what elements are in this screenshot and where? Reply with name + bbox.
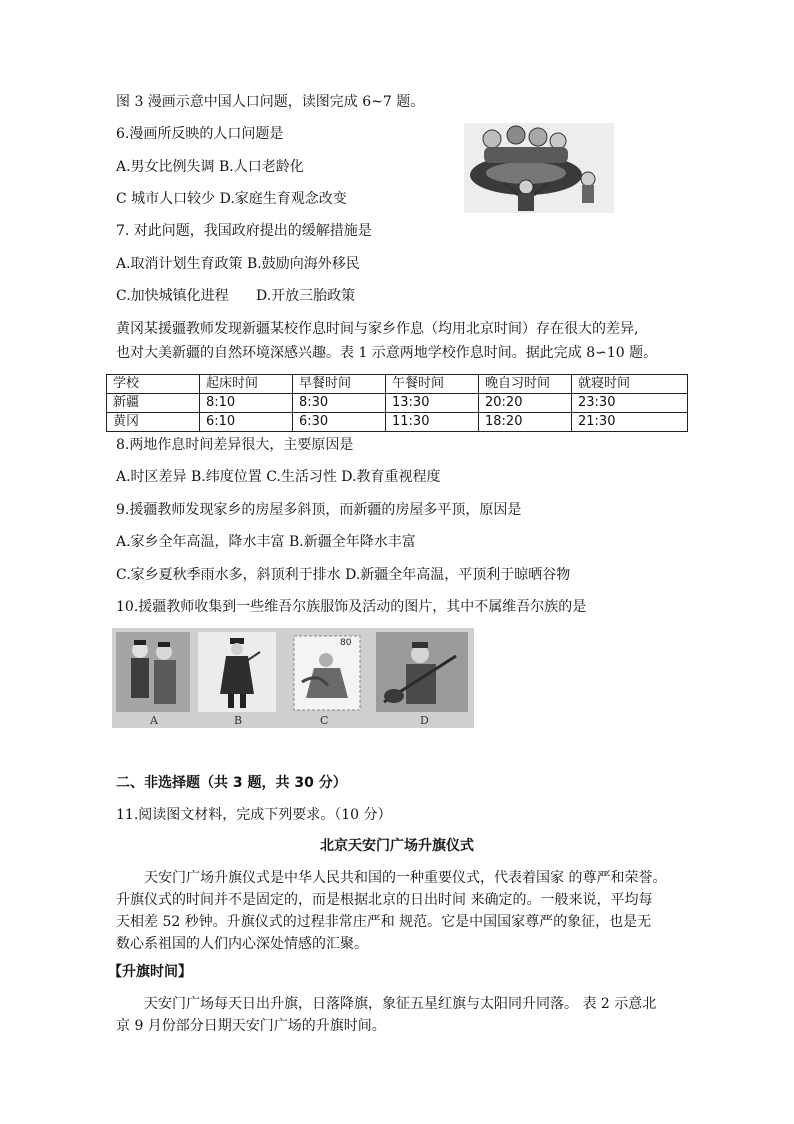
table-cell: 新疆: [107, 394, 200, 413]
q9-options-cd: C.家乡夏秋季雨水多，斜顶利于排水 D.新疆全年高温，平顶利于晾晒谷物: [116, 567, 571, 583]
photo-label-b: B: [234, 714, 243, 727]
photo-b: [198, 632, 276, 712]
table-header-row: [107, 375, 688, 394]
table-cell: 6:30: [293, 413, 386, 432]
photo-label-d: D: [420, 714, 429, 727]
article-para1-line4: 数心系祖国的人们内心深处情感的汇聚。: [116, 936, 368, 952]
table-cell: 21:30: [572, 413, 688, 432]
table-header-cell: 晚自习时间: [479, 375, 572, 394]
section-two-heading: 二、非选择题（共 3 题，共 30 分）: [116, 775, 347, 791]
table-header-cell: 午餐时间: [386, 375, 479, 394]
table-cell: 6:10: [200, 413, 293, 432]
table-cell: 8:10: [200, 394, 293, 413]
passage-line-1: 黄冈某援疆教师发现新疆某校作息时间与家乡作息（均用北京时间）存在很大的差异,: [116, 321, 639, 337]
table-header-cell: 早餐时间: [293, 375, 386, 394]
article-para2-line1: 天安门广场每天日出升旗，日落降旗，象征五星红旗与太阳同升同落。 表 2 示意北: [144, 996, 657, 1012]
table-header-cell: 起床时间: [200, 375, 293, 394]
q7-option-d: D.开放三胎政策: [256, 288, 356, 304]
q7-options-ab: A.取消计划生育政策 B.鼓励向海外移民: [116, 256, 360, 272]
photo-a: [116, 632, 190, 712]
q8-options: A.时区差异 B.纬度位置 C.生活习性 D.教育重视程度: [116, 469, 441, 485]
table-header-cell: 就寝时间: [572, 375, 688, 394]
q9-stem: 9.援疆教师发现家乡的房屋多斜顶，而新疆的房屋多平顶，原因是: [116, 502, 522, 518]
schedule-table: [106, 374, 688, 432]
stamp-value-text: 80: [340, 638, 352, 648]
article-para1-line2: 升旗仪式的时间并不是固定的，而是根据北京的日出时间 来确定的。一般来说，平均每: [116, 892, 653, 908]
table-cell: 18:20: [479, 413, 572, 432]
table-cell: 11:30: [386, 413, 479, 432]
q11-stem: 11.阅读图文材料，完成下列要求。（10 分）: [116, 807, 392, 823]
q8-stem: 8.两地作息时间差异很大，主要原因是: [116, 437, 354, 453]
q6-stem: 6.漫画所反映的人口问题是: [116, 126, 284, 142]
table-cell: 20:20: [479, 394, 572, 413]
population-comic-image: [464, 123, 614, 213]
q6-options-ab: A.男女比例失调 B.人口老龄化: [116, 159, 304, 175]
table-row: [107, 413, 688, 432]
comic-illustration: [464, 123, 614, 213]
table-row: [107, 394, 688, 413]
uyghur-photos-strip: [112, 628, 474, 728]
comic-intro: 图 3 漫画示意中国人口问题，读图完成 6~7 题。: [116, 94, 425, 110]
article-para1-line1: 天安门广场升旗仪式是中华人民共和国的一种重要仪式，代表着国家 的尊严和荣誉。: [144, 870, 667, 886]
q6-options-cd: C 城市人口较少 D.家庭生育观念改变: [116, 191, 347, 207]
photo-label-c: C: [320, 714, 329, 727]
photo-label-a: A: [150, 714, 158, 727]
article-para1-line3: 天相差 52 秒钟。升旗仪式的过程非常庄严和 规范。它是中国国家尊严的象征，也是无: [116, 914, 652, 930]
q7-stem: 7. 对此问题，我国政府提出的缓解措施是: [116, 223, 372, 239]
article-title: 北京天安门广场升旗仪式: [320, 838, 474, 854]
passage-line-2: 也对大美新疆的自然环境深感兴趣。表 1 示意两地学校作息时间。据此完成 8∽10 题。: [116, 345, 658, 361]
q9-options-ab: A.家乡全年高温，降水丰富 B.新疆全年降水丰富: [116, 534, 416, 550]
table-cell: 黄冈: [107, 413, 200, 432]
q10-stem: 10.援疆教师收集到一些维吾尔族服饰及活动的图片，其中不属维吾尔族的是: [116, 599, 587, 615]
article-para2-line2: 京 9 月份部分日期天安门广场的升旗时间。: [116, 1018, 386, 1034]
photo-c-stamp: [288, 632, 368, 712]
flag-time-subheading: 【升旗时间】: [108, 964, 192, 980]
table-cell: 23:30: [572, 394, 688, 413]
table-cell: 13:30: [386, 394, 479, 413]
photo-d: [376, 632, 468, 712]
table-cell: 8:30: [293, 394, 386, 413]
q7-option-c: C.加快城镇化进程: [116, 288, 229, 304]
table-header-cell: 学校: [107, 375, 200, 394]
